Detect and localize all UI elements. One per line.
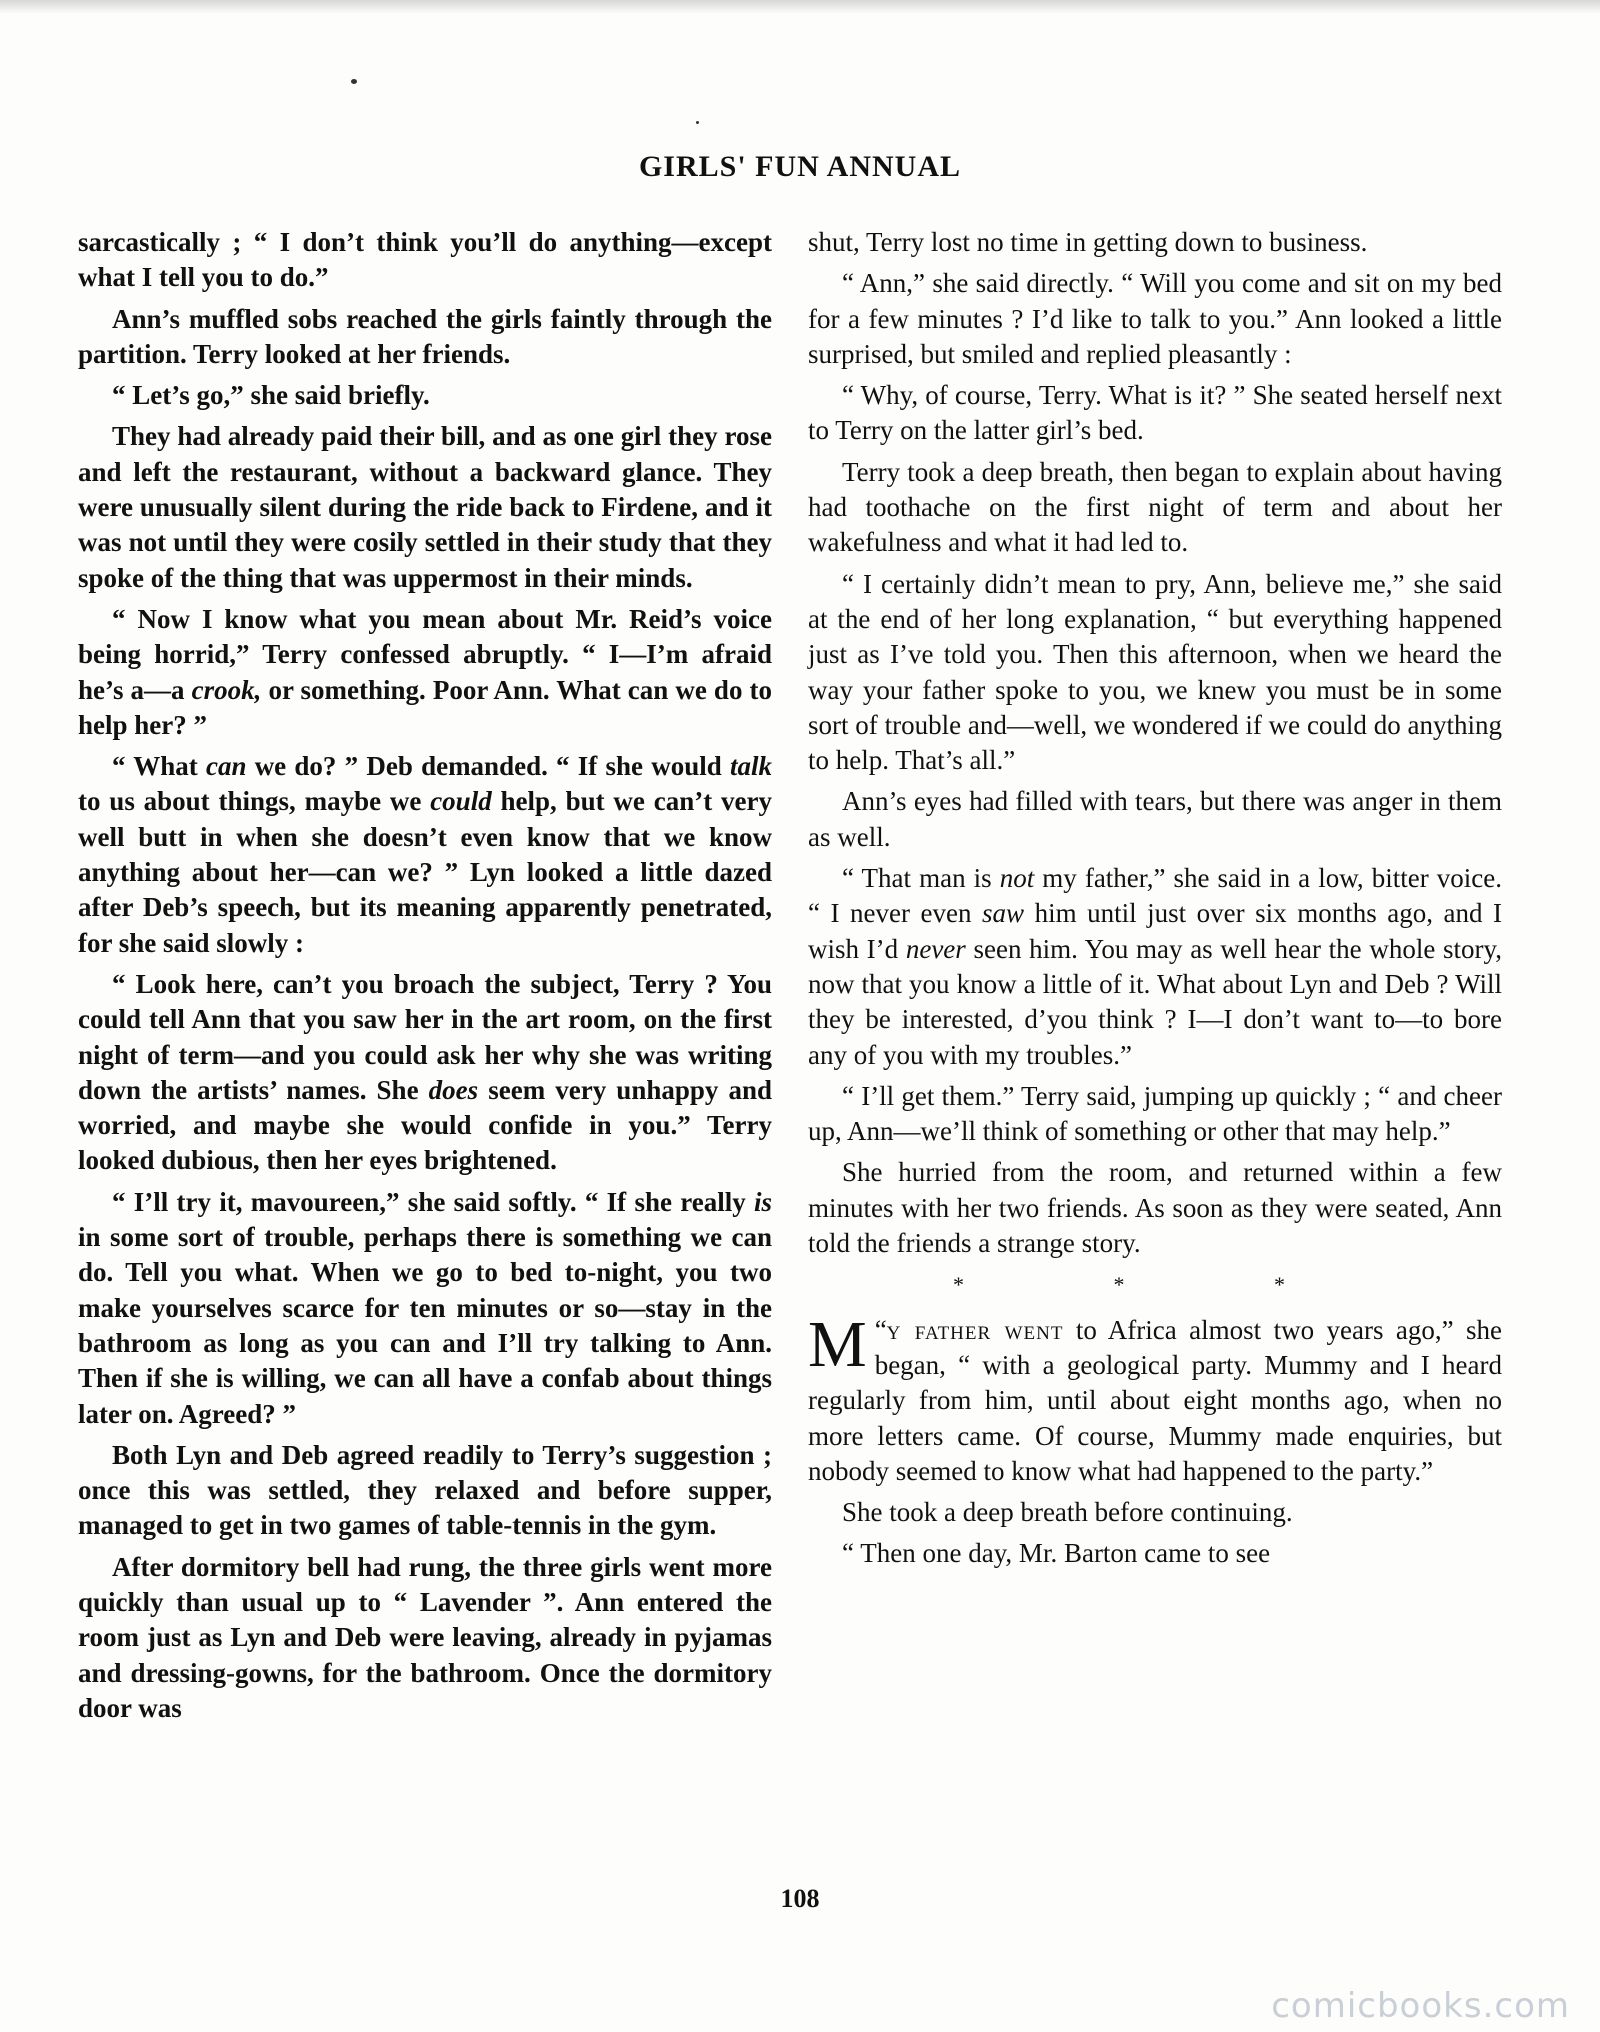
paragraph: After dormitory bell had rung, the three girls went more quickly than usual up to “ Lavender ”. Ann entered the room just as Lyn and Deb were leaving, already in pyjamas and dressing-gowns, for the bathroom. Once the dormitory door was: [78, 1551, 772, 1723]
scan-speck: [696, 121, 699, 124]
paragraph: “ Why, of course, Terry. What is it? ” She seated herself next to Terry on the latter girl’s bed.: [808, 380, 1502, 446]
emphasis: is: [753, 1186, 772, 1217]
text-run: my father,” she said in a low, bitter voice. “ I never even: [808, 863, 1502, 929]
text-run: seen him. You may as well hear the whole story, now that you know a little of it. What about Lyn and Deb ? Will they be interested, d’you think ? I—I don’t want to—to bore any of you with my troubles.”: [808, 933, 1502, 1070]
text-run: to Africa almost two years ago,” she began, “ with a geological party. Mummy and I heard regularly from him, until about eight months ago, when no more letters came. Of course, Mummy made enquiries, but nobody seemed to know what had happened to the party.”: [808, 1314, 1502, 1486]
text-run: or something. Poor Ann. What can we do to help her? ”: [78, 674, 772, 740]
paragraph: [78, 602, 772, 743]
watermark: comicbooks.com: [1271, 1986, 1570, 2026]
paragraph: “ I certainly didn’t mean to pry, Ann, believe me,” she said at the end of her long explanation, “ but everything happened just as I’ve told you. Then this afternoon, when we heard the way your father spoke to you, we knew you must be in some sort of trouble and—well, we wondered if we could do anything to help. That’s all.”: [808, 568, 1502, 776]
paragraph: shut, Terry lost no time in getting down to business.: [808, 227, 1368, 257]
open-quote: “: [874, 1314, 887, 1345]
emphasis: crook,: [191, 674, 262, 705]
paragraph: Terry took a deep breath, then began to explain about having had toothache on the first night of term and about her wakefulness and what it had led to.: [808, 456, 1502, 558]
emphasis: could: [430, 786, 492, 817]
paragraph: Ann’s eyes had filled with tears, but there was anger in them as well.: [808, 786, 1502, 852]
paragraph-dropcap: [808, 1307, 1502, 1489]
paragraph: “ I’ll get them.” Terry said, jumping up quickly ; “ and cheer up, Ann—we’ll think of something or other that may help.”: [808, 1080, 1502, 1147]
emphasis: talk: [729, 751, 772, 782]
text-run: “ Look here, can’t you broach the subject, Terry ? You could tell Ann that you saw her in the art room, on the first night of term—and you could ask her why she was writing down the artists’ names. She: [78, 968, 772, 1105]
text-run: “ What: [112, 751, 206, 782]
paragraph: They had already paid their bill, and as one girl they rose and left the restaurant, without a backward glance. They were unusually silent during the ride back to Firdene, and it was not until they were cosily settled in their study that they spoke of the thing that was uppermost in their minds.: [78, 421, 772, 593]
text-run: in some sort of trouble, perhaps there is something we can do. Tell you what. When we go to bed to-night, you two make yourselves scarce for ten minutes or so—stay in the bathroom as long as you can and I’ll try talking to Ann. Then if she is willing, we can all have a confab about things later on. Agreed? ”: [78, 1222, 772, 1429]
paragraph: “ Let’s go,” she said briefly.: [112, 380, 430, 411]
text-run: “ I’ll try it, mavoureen,” she said softly. “ If she really: [112, 1186, 754, 1217]
paragraph: [78, 749, 772, 961]
paragraph: Both Lyn and Deb agreed readily to Terry’s suggestion ; once this was settled, they relaxed and before supper, managed to get in two games of table-tennis in the gym.: [78, 1439, 772, 1541]
small-caps-text: y father went: [886, 1314, 1064, 1345]
text-run: “ Now I know what you mean about Mr. Reid’s voice being horrid,” Terry confessed abruptly. “ I—I’m afraid he’s a—a: [78, 603, 772, 705]
text-run: “ That man is: [842, 863, 1000, 894]
text-run: to us about things, maybe we: [78, 786, 431, 817]
paragraph: “ Ann,” she said directly. “ Will you come and sit on my bed for a few minutes ? I’d like to talk to you.” Ann looked a little surprised, but smiled and replied pleasantly :: [808, 268, 1502, 369]
section-break-asterisks: * * *: [953, 1272, 1357, 1298]
text-run: we do? ” Deb demanded. “ If she would: [246, 751, 730, 782]
paragraph: [78, 967, 772, 1179]
paragraph: “ Then one day, Mr. Barton came to see: [842, 1538, 1271, 1569]
drop-cap: M: [808, 1307, 867, 1381]
emphasis: saw: [982, 898, 1025, 929]
left-column: [78, 225, 772, 1732]
emphasis: does: [428, 1074, 479, 1105]
right-column: [808, 225, 1502, 1578]
emphasis: never: [905, 933, 966, 964]
page-header: GIRLS' FUN ANNUAL: [638, 150, 962, 183]
page-number: 108: [780, 1884, 820, 1913]
paragraph: She hurried from the room, and returned within a few minutes with her two friends. As soon as they were seated, Ann told the friends a strange story.: [808, 1157, 1502, 1259]
scan-speck: [351, 79, 357, 84]
paragraph: [808, 861, 1502, 1073]
text-run: him until just over six months ago, and I wish I’d: [808, 898, 1502, 964]
paragraph: Ann’s muffled sobs reached the girls faintly through the partition. Terry looked at her friends.: [78, 303, 772, 369]
paragraph: sarcastically ; “ I don’t think you’ll do anything—except what I tell you to do.”: [78, 227, 772, 293]
emphasis: not: [999, 863, 1035, 894]
text-run: help, but we can’t very well butt in when she doesn’t even know that we know anything about her—can we? ” Lyn looked a little dazed after Deb’s speech, but its meaning apparently penetrated, for she said slowly :: [78, 786, 772, 958]
text-run: seem very unhappy and worried, and maybe she would confide in you.” Terry looked dubious, then her eyes brightened.: [78, 1074, 772, 1176]
paragraph: [78, 1185, 772, 1432]
scan-top-edge: [0, 0, 1600, 14]
paragraph: She took a deep breath before continuing.: [842, 1497, 1293, 1528]
emphasis: can: [205, 751, 247, 782]
